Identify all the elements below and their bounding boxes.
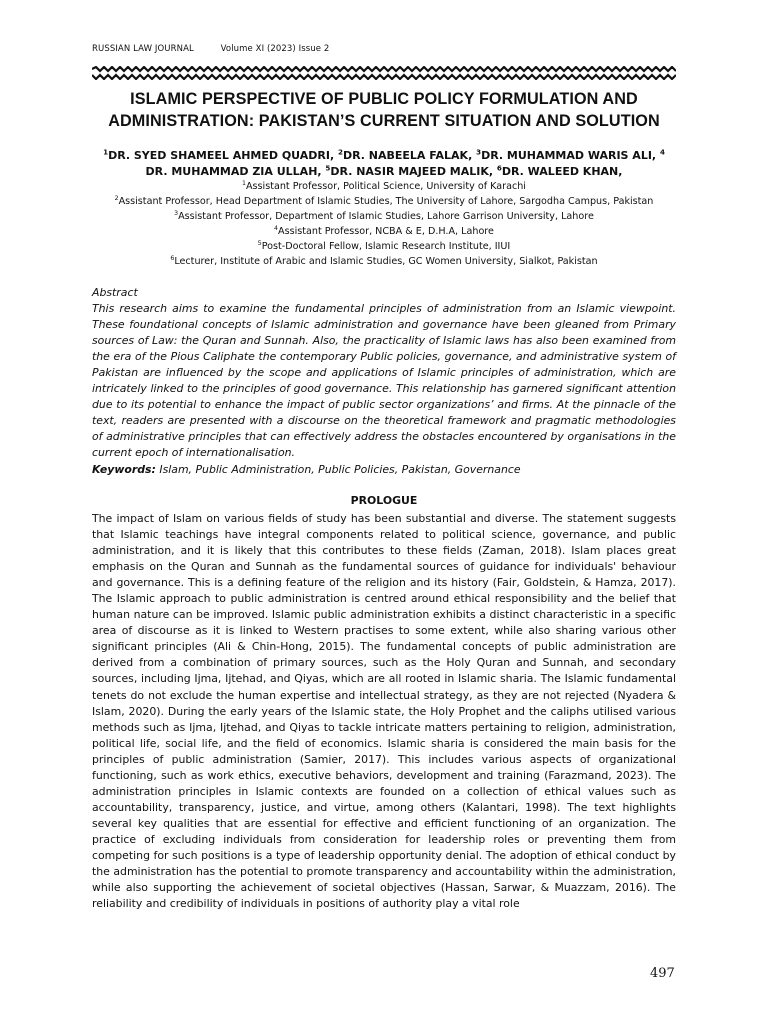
author-list: $^1$DR. SYED SHAMEEL AHMED QUADRI, $^2$DR. NABEELA FALAK, $^3$DR. MUHAMMAD WARIS ALI, $^4$ DR. MUHAMMAD ZIA ULLAH, $^5$DR. NASIR MAJEED MALIK, $^6$DR. WALEED KHAN, (103, 147, 665, 178)
keywords (92, 462, 676, 478)
title-line-1: ISLAMIC PERSPECTIVE OF PUBLIC POLICY FORMULATION AND (130, 90, 638, 108)
keywords-list: Islam, Public Administration, Public Policies, Pakistan, Governance (155, 462, 521, 476)
affiliation-3: $^3$Assistant Professor, Department of Islamic Studies, Lahore Garrison University, Lahore (174, 209, 594, 222)
body-text (92, 511, 676, 912)
page-number: 497 (650, 966, 675, 981)
abstract-section (92, 285, 676, 478)
volume-issue: Volume XI (2023) Issue 2 (220, 44, 330, 54)
running-header (92, 44, 329, 54)
affiliation-6: $^6$Lecturer, Institute of Arabic and Islamic Studies, GC Women University, Sialkot, Pakistan (170, 254, 598, 267)
author-4: DR. MUHAMMAD ZIA ULLAH, (145, 165, 326, 178)
affiliation-2: $^2$Assistant Professor, Head Department of Islamic Studies, The University of Lahore, Sargodha Campus, Pakistan (114, 194, 654, 207)
affiliation-list (80, 180, 688, 269)
affiliation-5: $^5$Post-Doctoral Fellow, Islamic Research Institute, IIUI (257, 239, 511, 252)
title-line-2: ADMINISTRATION: PAKISTAN’S CURRENT SITUATION AND SOLUTION (108, 112, 660, 130)
author-1: DR. SYED SHAMEEL AHMED QUADRI, (108, 149, 338, 162)
paper-title (80, 88, 688, 132)
decorative-zigzag-border (92, 66, 676, 80)
author-2: DR. NABEELA FALAK, (342, 149, 477, 162)
affiliation-1: $^1$Assistant Professor, Political Science, University of Karachi (242, 179, 526, 192)
affiliation-4: $^4$Assistant Professor, NCBA & E, D.H.A, Lahore (274, 224, 494, 237)
abstract-text: This research aims to examine the fundamental principles of administration from an Islamic viewpoint. These foundational concepts of Islamic administration and governance have been gleaned from Primary sources of Law: the Quran and Sunnah. Also, the practicality of Islamic laws has also been examined from the era of the Pious Caliphate the contemporary Public policies, governance, and administrative system of Pakistan are influenced by the scope and applications of Islamic principles of administration, which are intricately linked to the principles of good governance. This relationship has garnered significant attention due to its potential to enhance the impact of public sector organizations’ and firms. At the pinnacle of the text, readers are presented with a discourse on the theoretical framework and pragmatic methodologies of administrative principles that can effectively address the obstacles encountered by organisations in the current epoch of internationalisation. (92, 302, 676, 460)
prologue-heading: PROLOGUE (350, 494, 418, 507)
prologue-paragraph: The impact of Islam on various fields of study has been substantial and diverse. The statement suggests that Islamic teachings have integral components related to political science, governance, and public administration, and it is likely that this contributes to these fields (Zaman, 2018). Islam places great emphasis on the Quran and Sunnah as the fundamental sources of guidance for individuals' behaviour and governance. This is a defining feature of the religion and its history (Fair, Goldstein, & Hamza, 2017). The Islamic approach to public administration is centred around ethical responsibility and the belief that human nature can be improved. Islamic public administration exhibits a distinct characteristic in a specific area of discourse as it is linked to Western practises to some extent, while also sharing various other significant principles (Ali & Chin-Hong, 2015). The fundamental concepts of public administration are derived from a combination of primary sources, such as the Holy Quran and Sunnah, and secondary sources, including Ijma, Ijtehad, and Qiyas, which are all rooted in Islamic sharia. The Islamic fundamental tenets do not exclude the human expertise and intellectual strategy, as they are not rejected (Nyadera & Islam, 2020). During the early years of the Islamic state, the Holy Prophet and the caliphs utilised various methods such as Ijma, Ijtehad, and Qiyas to tackle intricate matters pertaining to religion, administration, political life, social life, and the field of economics. Islamic sharia is considered the main basis for the principles of public administration (Samier, 2017). This includes various aspects of organizational functioning, such as work ethics, executive behaviors, development and training (Farazmand, 2023). The administration principles in Islamic contexts are founded on a collection of ethical values such as accountability, transparency, justice, and virtue, among others (Kalantari, 1998). The text highlights several key qualities that are essential for effective and efficient functioning of an organization. The practice of excluding individuals from consideration for leadership roles or preventing them from competing for such positions is a type of leadership opportunity denial. The adoption of ethical conduct by the administration has the potential to promote transparency and accountability within the administration, while also supporting the achievement of societal objectives (Hassan, Sarwar, & Muazzam, 2016). The reliability and credibility of individuals in positions of authority play a vital role (92, 512, 676, 911)
journal-name: RUSSIAN LAW JOURNAL (92, 44, 194, 54)
author-6: DR. WALEED KHAN, (501, 165, 623, 178)
keywords-label: Keywords: (92, 462, 156, 476)
author-5: DR. NASIR MAJEED MALIK, (330, 165, 497, 178)
author-3: DR. MUHAMMAD WARIS ALI, (481, 149, 660, 162)
abstract-heading: Abstract (92, 286, 138, 299)
